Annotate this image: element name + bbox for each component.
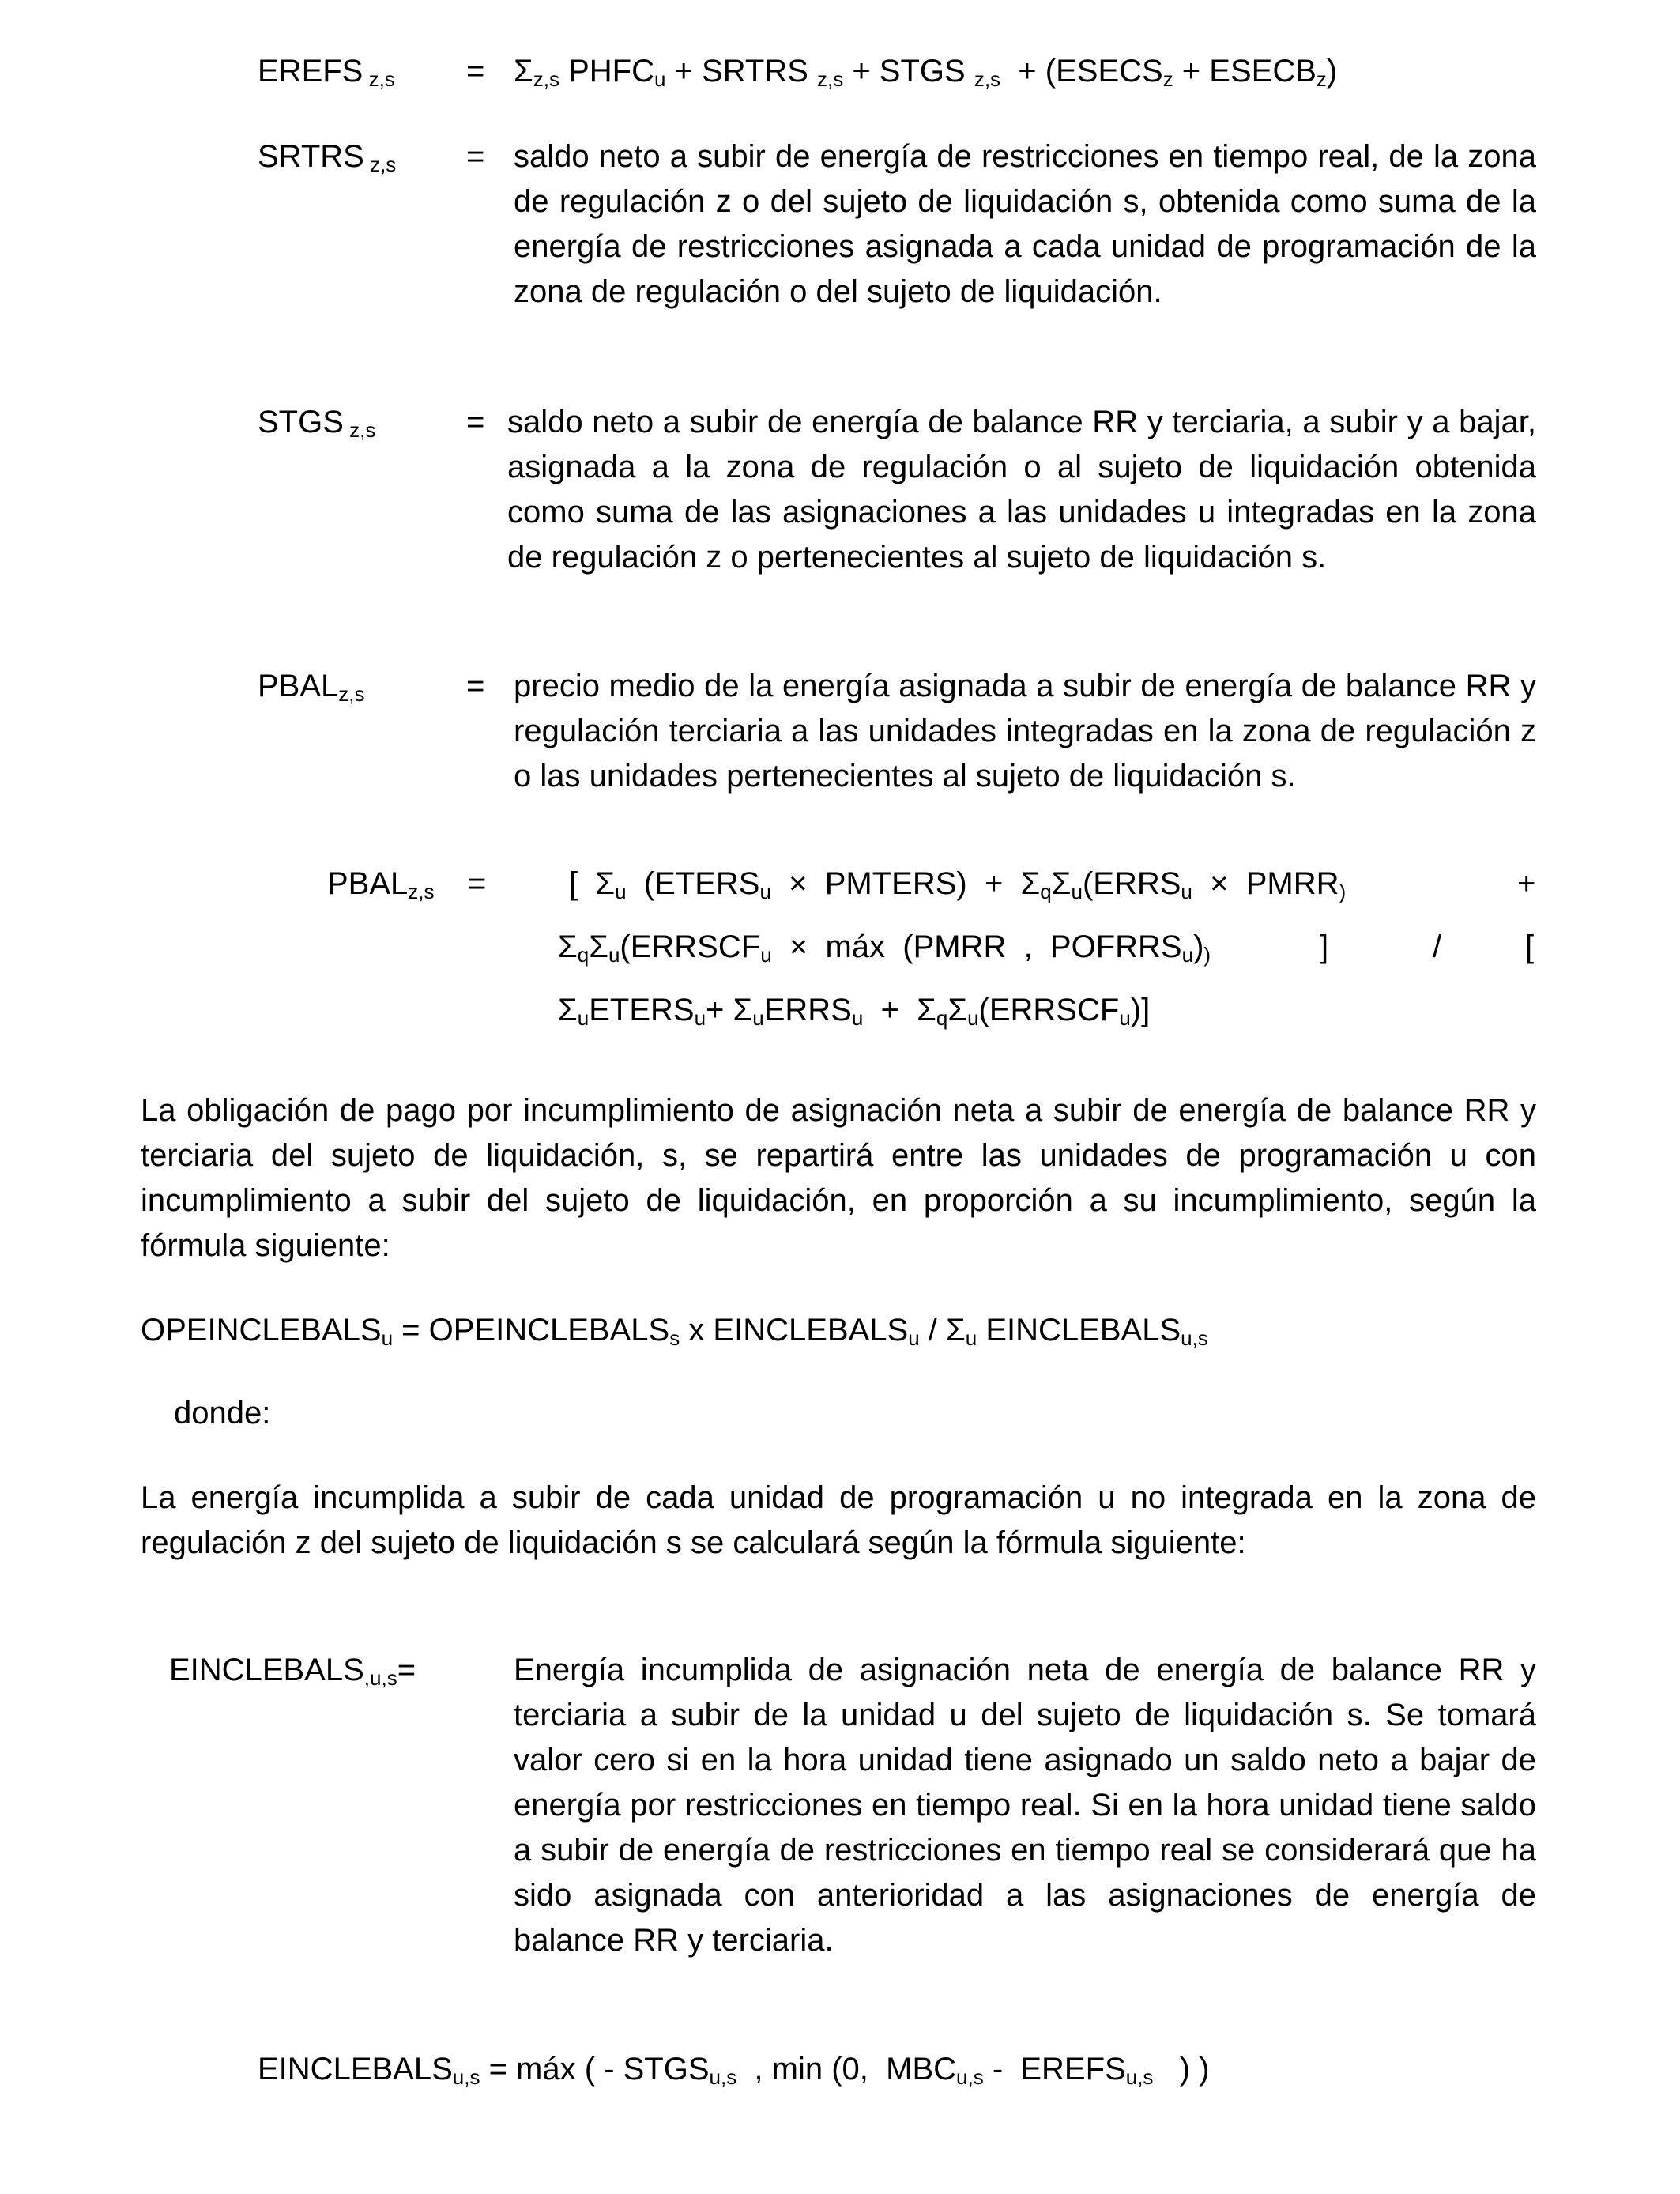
formula-subscript: u,s (452, 2065, 480, 2089)
formula-text: ) (1326, 54, 1338, 89)
eq-opeinclebals (141, 1308, 1208, 1353)
formula-subscript: u (608, 943, 620, 967)
formula-subscript: u (759, 880, 771, 903)
eq-pbal-lhs: $PBAL_{z,s}$ (327, 866, 435, 903)
formula-subscript: u (1181, 880, 1192, 903)
paragraph-energia-incumplida: La energía incumplida a subir de cada unidad de programación u no integrada en la zona de regulación z del sujeto de liquidación s se calculará según la fórmula siguiente: (141, 1480, 1536, 1560)
formula-text: [ Σ (569, 866, 616, 901)
formula-subscript: z,s (974, 67, 1001, 91)
def-pbal-term: $PBAL_{z,s}$ (258, 669, 365, 706)
def-pbal-text: precio medio de la energía asignada a subir de energía de balance RR y regulación terciaria a las unidades integradas en la zona de regulación z o las unidades pertenecientes al sujeto de liquidación s. (514, 669, 1536, 794)
formula-subscript: u (577, 1006, 590, 1030)
formula-subscript: u (908, 1326, 920, 1350)
eq-pbal-line1-plus: + (1517, 866, 1536, 901)
formula-subscript: z (1316, 67, 1327, 91)
formula-subscript: z (1162, 67, 1173, 91)
formula-subscript: u (760, 943, 772, 967)
formula-text: / Σ (919, 1313, 966, 1348)
eq-pbal-bracket-close: ] (1320, 929, 1329, 964)
def-einclebals-term: $EINCLEBALS_{,u,s}=$ (169, 1653, 416, 1690)
formula-subscript: u (1119, 1006, 1131, 1030)
formula-text: , min (0, MBC (736, 2052, 957, 2087)
formula-text: OPEINCLEBALS (141, 1313, 382, 1348)
formula-subscript: s (669, 1326, 680, 1350)
formula-subscript: u,s (1181, 1326, 1208, 1350)
formula-text: )] (1130, 993, 1151, 1027)
formula-subscript: ) (1339, 880, 1347, 903)
donde-label: donde: (174, 1396, 271, 1431)
formula-text: + ESECB (1173, 54, 1317, 89)
eq1-rhs (514, 49, 1337, 94)
formula-text: Σ (947, 993, 968, 1027)
def-srtrs-equals: = (466, 139, 485, 174)
formula-subscript: q (577, 943, 590, 967)
formula-text: × máx (PMRR , POFRRS (771, 929, 1182, 964)
formula-subscript: u (615, 880, 627, 903)
formula-text: + Σ (706, 993, 753, 1027)
formula-subscript: u (967, 1006, 979, 1030)
formula-text: + STGS (843, 54, 974, 89)
formula-text: (ERRSCF (978, 993, 1120, 1027)
formula-subscript: u (654, 67, 666, 91)
formula-subscript: u (694, 1006, 706, 1030)
formula-text: Σ (558, 993, 578, 1027)
eq-pbal-line1 (569, 861, 1346, 907)
formula-text: ERRS (763, 993, 852, 1027)
formula-subscript: u (851, 1006, 864, 1030)
formula-subscript: u,s (709, 2065, 737, 2089)
eq-pbal-equals: = (468, 866, 487, 901)
formula-text: ETERS (589, 993, 695, 1027)
formula-subscript: u (381, 1326, 394, 1350)
formula-text: = máx ( - STGS (480, 2052, 710, 2087)
formula-text: x EINCLEBALS (680, 1313, 909, 1348)
formula-subscript: u (1071, 880, 1083, 903)
paragraph-obligacion: La obligación de pago por incumplimiento de asignación neta a subir de energía de balance RR y terciaria del sujeto de liquidación, s, se repartirá entre las unidades de programación u con incumplimiento a subir del sujeto de liquidación, en proporción a su incumplimiento, según la fórmula siguiente: (141, 1093, 1536, 1263)
eq1-equals: = (466, 54, 485, 89)
formula-text: Σ (1051, 866, 1072, 901)
formula-text: (ERRSCF (620, 929, 761, 964)
def-einclebals-text: Energía incumplida de asignación neta de energía de balance RR y terciaria a subir de la unidad u del sujeto de liquidación s. Se tomará valor cero si en la hora unidad tiene asignado un saldo neto a bajar de energía por restricciones en tiempo real. Si en la hora unidad tiene saldo a subir de energía de restricciones en tiempo real se considerará que ha sido asignada con anterioridad a las asignaciones de energía de balance RR y terciaria. (514, 1653, 1536, 1958)
formula-subscript: z,s (533, 67, 559, 91)
formula-text: Σ (558, 929, 578, 964)
formula-subscript: z,s (816, 67, 844, 91)
def-srtrs-term: SRTRS $_{z,s}$ (258, 139, 397, 176)
formula-text: × PMTERS) + Σ (770, 866, 1041, 901)
eq-einclebals-final (258, 2047, 1210, 2092)
def-stgs-term: STGS $_{z,s}$ (258, 405, 376, 442)
formula-subscript: q (936, 1006, 948, 1030)
eq-pbal-line3 (558, 988, 1150, 1033)
formula-subscript: u (965, 1326, 977, 1350)
formula-subscript: q (1040, 880, 1052, 903)
eq1-lhs: EREFS $_{z,s}$ (258, 54, 395, 91)
formula-text: EINCLEBALS (977, 1313, 1181, 1348)
formula-text: = OPEINCLEBALS (393, 1313, 670, 1348)
formula-subscript: u,s (1125, 2065, 1154, 2089)
eq-pbal-slash: / (1433, 929, 1442, 964)
formula-text: Σ (514, 54, 533, 89)
formula-subscript: u,s (956, 2065, 984, 2089)
formula-text: PHFC (559, 54, 654, 89)
eq-pbal-line2 (558, 925, 1211, 970)
def-stgs-equals: = (466, 405, 485, 439)
formula-text: (ETERS (626, 866, 760, 901)
def-srtrs-text: saldo neto a subir de energía de restricciones en tiempo real, de la zona de regulación z o del sujeto de liquidación s, obtenida como suma de la energía de restricciones asignada a cada unidad de programación de la zona de regulación o del sujeto de liquidación. (514, 139, 1536, 309)
formula-text: + Σ (863, 993, 936, 1027)
formula-text: Σ (589, 929, 608, 964)
formula-subscript: u (1181, 943, 1194, 967)
def-pbal-equals: = (466, 669, 485, 703)
formula-text: ) ) (1153, 2052, 1210, 2087)
formula-text: EINCLEBALS (258, 2052, 453, 2087)
formula-text: (ERRS (1082, 866, 1181, 901)
formula-text: - EREFS (983, 2052, 1126, 2087)
formula-subscript: ) (1203, 943, 1211, 967)
formula-text: ) (1193, 929, 1204, 964)
eq-pbal-bracket-open: [ (1525, 929, 1535, 964)
formula-subscript: u (752, 1006, 764, 1030)
formula-text: × PMRR (1192, 866, 1339, 901)
formula-text: + (ESECS (1000, 54, 1163, 89)
def-stgs-text: saldo neto a subir de energía de balance RR y terciaria, a subir y a bajar, asignada a la zona de regulación o al sujeto de liquidación obtenida como suma de las asignaciones a las unidades u integradas en la zona de regulación z o pertenecientes al sujeto de liquidación s. (507, 405, 1536, 575)
formula-text: + SRTRS (665, 54, 817, 89)
